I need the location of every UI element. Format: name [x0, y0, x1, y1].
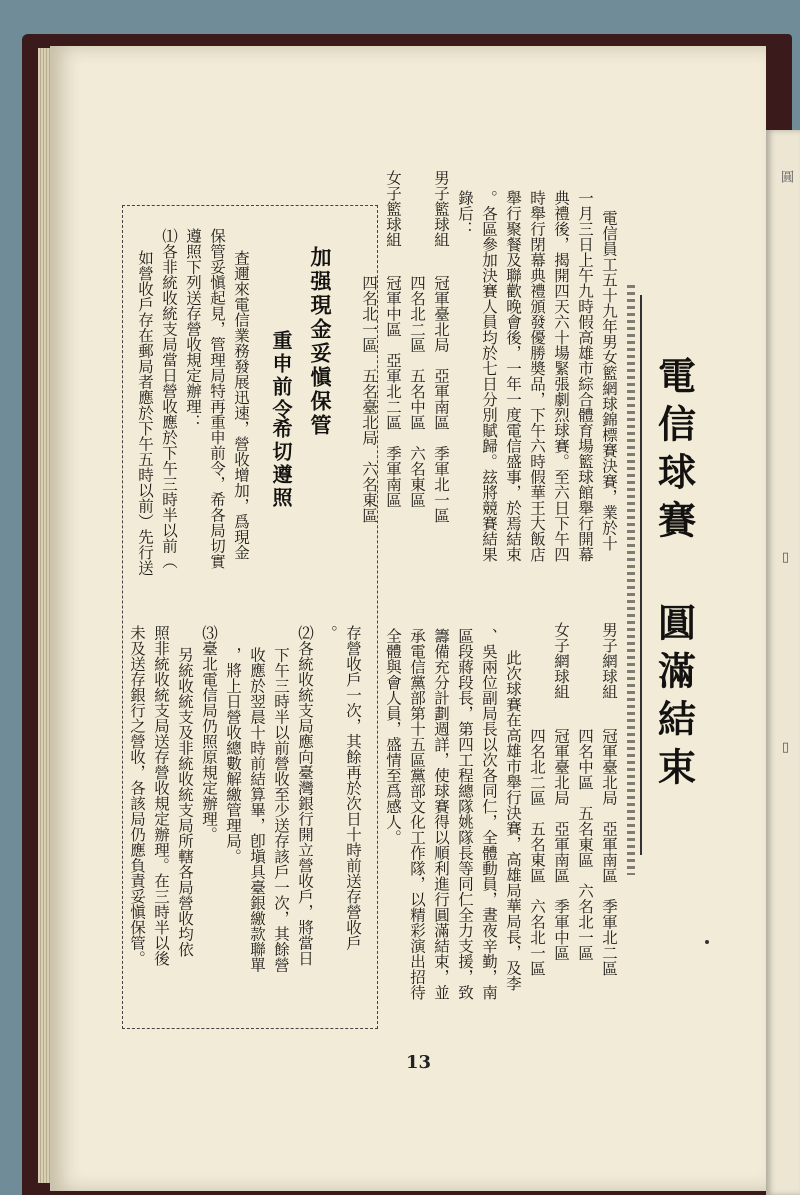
notice-item-3: ⑶臺北電信局仍照原規定辦理。: [200, 625, 218, 842]
article-line: 時舉行閉幕典禮頒發優勝奬品，下午六時假華王大飯店: [528, 190, 546, 562]
page-number: 13: [406, 1052, 432, 1073]
result-line: 四名中區 五名東區 六名北一區: [576, 728, 594, 961]
result-line: 冠軍臺北局 亞軍南區 季軍中區: [552, 728, 570, 961]
headline-border: [627, 285, 635, 875]
result-line: 四名北二區 五名東區 六名北一區: [528, 728, 546, 976]
notice-item-2: ，將上日營收總數解繳管理局。: [224, 647, 242, 864]
article-line: 全體與會人員，盛情至爲感人。: [384, 628, 402, 845]
result-category-label: 男子網球組: [600, 622, 618, 700]
ink-speck: [705, 940, 709, 944]
notice-line: 保管妥愼起見，管理局特再重申前令，希各局切實: [208, 228, 226, 569]
article-headline: 電信球賽 圓滿結束: [640, 295, 706, 855]
article-line: 典禮後，揭開四天六十場緊張劇烈球賽。至六日下午四: [552, 190, 570, 562]
notice-signoff: 希切遵照: [269, 418, 293, 510]
notice-item-3: 照非統收統支局送存營收規定辦理。在三時半以後: [152, 625, 170, 966]
article-line: 籌備充分計劃週詳，使球賽得以順利進行圓滿結束，並: [432, 628, 450, 1000]
notice-item-2: 下午三時半以前營收至少送存該戶一次，其餘營: [272, 647, 290, 973]
article-line: 承電信黨部第十五區黨部文化工作隊，以精彩演出招待: [408, 628, 426, 1000]
notice-item-1: ⑴各非統收統支局當日營收應於下午三時半以前（: [160, 228, 178, 569]
notice-item-1: 如營收戶存在郵局者應於下午五時以前）先行送: [136, 250, 154, 576]
article-line: 。各區參加決賽人員均於七日分別賦歸。玆將競賽結果: [480, 190, 498, 562]
result-line: 冠軍中區 亞軍北二區 季軍南區: [384, 275, 402, 508]
result-category-label: 男子籃球組: [432, 170, 450, 248]
article-line: 舉行聚餐及聯歡晚會後，一年一度電信盛事，於焉結束: [504, 190, 522, 562]
result-line: 冠軍臺北局 亞軍南區 季軍北二區: [600, 728, 618, 976]
article-line: 一月三日上午九時假高雄市綜合體育場籃球館舉行開幕: [576, 190, 594, 562]
article-line: 錄后：: [456, 190, 474, 237]
notice-line: 査邇來電信業務發展迅速，營收增加，爲現金: [232, 250, 250, 560]
notice-subtitle: 重申前令: [269, 330, 293, 422]
notice-title: 加强現金妥愼保管: [308, 246, 333, 438]
next-page-edge: 圓 ▯ ▯: [766, 130, 800, 1195]
notice-item-2: ⑵各統收統支局應向臺灣銀行開立營收戶，將當日: [296, 625, 314, 966]
notice-item-1-cont: 。: [320, 625, 338, 641]
result-line: 四名北二區 五名中區 六名東區: [408, 275, 426, 508]
notice-item-2: 收應於翌晨十時前結算畢，卽塡具臺銀繳款聯單: [248, 647, 266, 973]
article-line: 、吳兩位副局長以次各同仁，全體動員，晝夜辛勤，南: [480, 628, 498, 1000]
notice-item-3: 另統收統支及非統收統支局所轄各局營收均依: [176, 647, 194, 957]
notice-item-1-cont: 存營收戶一次，其餘再於次日十時前送存營收戶: [344, 625, 362, 951]
result-category-label: 女子籃球組: [384, 170, 402, 248]
article-line: 區段蔣段長，第四工程總隊姚隊長等同仁全力支援，致: [456, 628, 474, 1000]
result-line: 冠軍臺北局 亞軍南區 季軍北一區: [432, 275, 450, 523]
notice-item-3: 未及送存銀行之營收，各該局仍應負責妥愼保管。: [128, 625, 146, 966]
notice-line: 遵照下列送存營收規定辦理：: [184, 228, 202, 430]
article-line: 此次球賽在高雄市舉行決賽，高雄局華局長，及李: [504, 650, 522, 991]
result-line: 四名北一區 五名臺北局 六名東區: [360, 275, 378, 523]
result-category-label: 女子網球組: [552, 622, 570, 700]
article-line: 電信員工五十九年男女籃網球錦標賽決賽，業於十: [600, 210, 618, 551]
